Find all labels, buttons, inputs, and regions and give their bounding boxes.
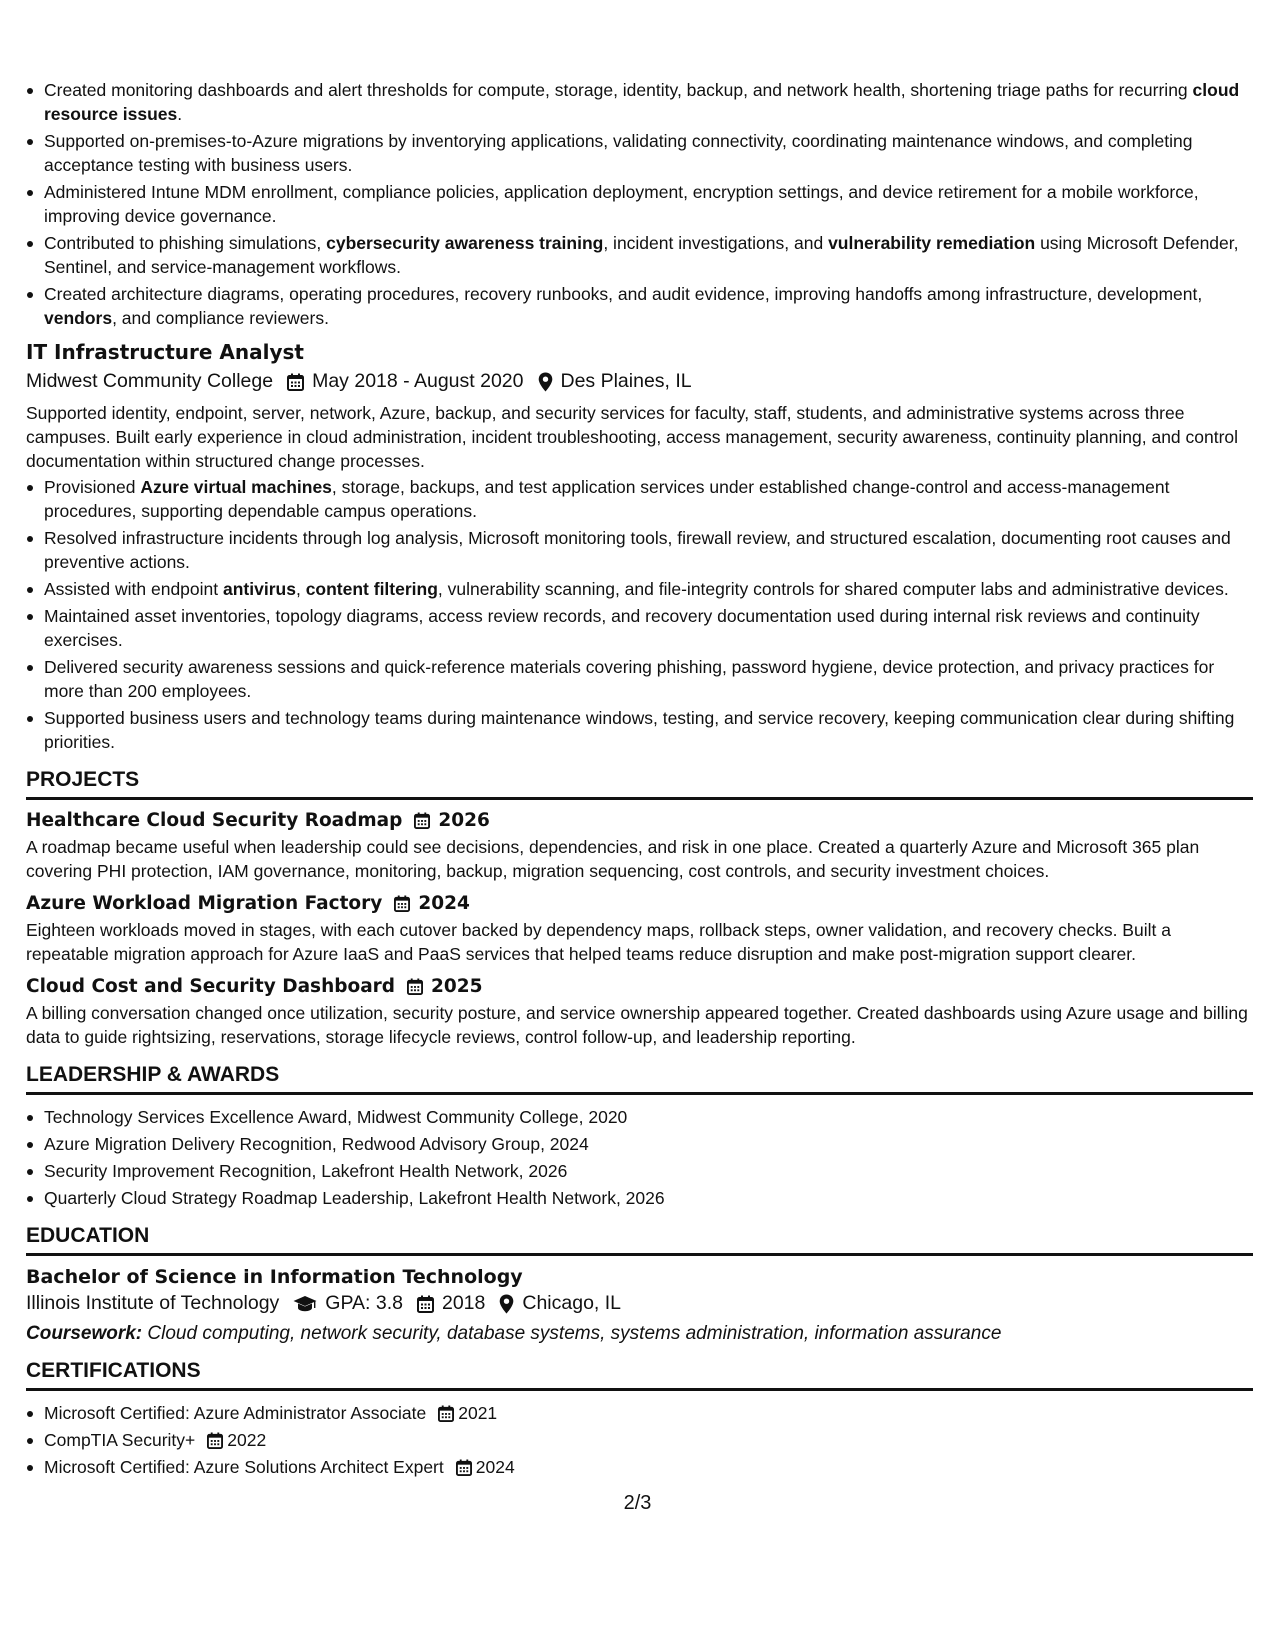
graduation-cap-icon — [293, 1295, 317, 1313]
awards-list — [26, 1105, 1253, 1210]
bullet-keyword: Azure virtual machines — [140, 477, 332, 497]
project-item — [26, 810, 1253, 883]
calendar-icon — [207, 1432, 223, 1449]
project-year: 2026 — [438, 810, 490, 831]
certification-year: 2022 — [227, 1430, 267, 1450]
bullet-keyword: antivirus — [223, 579, 296, 599]
bullet-text: , vulnerability scanning, and file-integrity controls for shared computer labs and administrative devices. — [437, 579, 1229, 599]
awards-section — [26, 1063, 1253, 1210]
role-entry — [26, 340, 1253, 754]
role-meta — [26, 370, 1253, 393]
certification-year: 2024 — [475, 1457, 515, 1477]
calendar-icon — [407, 978, 423, 995]
role-bullets — [26, 475, 1253, 754]
bullet-keyword: content filtering — [305, 579, 438, 599]
award-item: Azure Migration Delivery Recognition, Redwood Advisory Group, 2024 — [26, 1132, 1253, 1156]
bullet-item — [26, 526, 1253, 574]
bullet-keyword: cybersecurity awareness training — [326, 233, 604, 253]
project-year: 2024 — [418, 893, 470, 914]
education-meta — [26, 1292, 1253, 1315]
bullet-text: Provisioned — [44, 477, 141, 497]
bullet-text: Maintained asset inventories, topology diagrams, access review records, and recovery documentation used during internal risk reviews and continuity exercises. — [44, 606, 1200, 650]
bullet-text: , — [295, 579, 306, 599]
coursework-label: Coursework: — [26, 1323, 143, 1344]
bullet-text: Administered Intune MDM enrollment, compliance policies, application deployment, encryption settings, and device retirement for a mobile workforce, improving device governance. — [44, 182, 1199, 226]
role-dates: May 2018 - August 2020 — [312, 370, 524, 392]
bullet-item — [26, 180, 1253, 228]
calendar-icon — [394, 895, 410, 912]
degree-title: Bachelor of Science in Information Technology — [26, 1266, 523, 1288]
calendar-icon — [456, 1459, 472, 1476]
bullet-item — [26, 577, 1253, 601]
bullet-text: Supported on-premises-to-Azure migrations by inventorying applications, validating connectivity, coordinating maintenance windows, and completing acceptance testing with business users. — [44, 131, 1193, 175]
location-pin-icon — [499, 1294, 514, 1314]
project-description: A roadmap became useful when leadership could see decisions, dependencies, and risk in one place. Created a quarterly Azure and Microsoft 365 plan covering PHI protection, IAM governance, monitoring, backup, migration sequencing, cost controls, and security investment choices. — [26, 837, 1200, 881]
graduation-year: 2018 — [441, 1292, 486, 1314]
calendar-icon — [417, 1295, 434, 1313]
bullet-item — [26, 129, 1253, 177]
gpa: GPA: 3.8 — [325, 1292, 403, 1314]
certification-item — [26, 1428, 1253, 1452]
certification-name: CompTIA Security+ — [44, 1430, 196, 1450]
project-title-row — [26, 893, 1253, 914]
location-pin-icon — [538, 372, 553, 392]
certifications-list — [26, 1401, 1253, 1479]
bullet-text: , storage, backups, and test application services under established change-control and access-management procedures, supporting dependable campus operations. — [44, 477, 1170, 521]
coursework — [26, 1323, 1253, 1345]
award-item: Quarterly Cloud Strategy Roadmap Leadership, Lakefront Health Network, 2026 — [26, 1186, 1253, 1210]
bullet-text: , and compliance reviewers. — [112, 308, 329, 328]
certification-year: 2021 — [458, 1403, 498, 1423]
project-title: Cloud Cost and Security Dashboard — [26, 976, 396, 997]
certification-item — [26, 1401, 1253, 1425]
bullet-item — [26, 706, 1253, 754]
company-name: Midwest Community College — [26, 370, 274, 392]
award-item: Technology Services Excellence Award, Midwest Community College, 2020 — [26, 1105, 1253, 1129]
project-description: A billing conversation changed once utilization, security posture, and service ownership appeared together. Created dashboards using Azure usage and billing data to guide rightsizing, reservations, storage lifecycle reviews, control follow-up, and leadership reporting. — [26, 1003, 1248, 1047]
bullet-item — [26, 655, 1253, 703]
projects-list — [26, 810, 1253, 1049]
certification-name: Microsoft Certified: Azure Administrator Associate — [44, 1403, 427, 1423]
previous-role-bullets — [26, 78, 1253, 330]
project-title-row — [26, 810, 1253, 831]
bullet-keyword: vendors — [44, 308, 113, 328]
bullet-item — [26, 604, 1253, 652]
certifications-section — [26, 1359, 1253, 1479]
role-summary: Supported identity, endpoint, server, network, Azure, backup, and security services for faculty, staff, students, and administrative systems across three campuses. Built early experience in cloud administration, incident troubleshooting, access management, security awareness, continuity planning, and control documentation within structured change processes. — [26, 403, 1239, 471]
bullet-item — [26, 78, 1253, 126]
bullet-keyword: vulnerability remediation — [828, 233, 1036, 253]
bullet-text: . — [177, 104, 183, 124]
project-title: Azure Workload Migration Factory — [26, 893, 383, 914]
bullet-text: Created monitoring dashboards and alert thresholds for compute, storage, identity, backup, and network health, shortening triage paths for recurring — [44, 80, 1193, 100]
certification-name: Microsoft Certified: Azure Solutions Architect Expert — [44, 1457, 444, 1477]
bullet-text: Contributed to phishing simulations, — [44, 233, 327, 253]
calendar-icon — [414, 812, 430, 829]
bullet-text: Assisted with endpoint — [44, 579, 223, 599]
certification-row — [44, 1401, 1253, 1425]
certification-item — [26, 1455, 1253, 1479]
award-item: Security Improvement Recognition, Lakefront Health Network, 2026 — [26, 1159, 1253, 1183]
certification-row — [44, 1428, 1253, 1452]
bullet-text: Created architecture diagrams, operating procedures, recovery runbooks, and audit evidence, improving handoffs among infrastructure, development, — [44, 284, 1203, 304]
section-heading: PROJECTS — [26, 768, 1253, 800]
coursework-text: Cloud computing, network security, database systems, systems administration, information assurance — [142, 1323, 1002, 1344]
bullet-item — [26, 231, 1253, 279]
bullet-text: , incident investigations, and — [603, 233, 829, 253]
bullet-item — [26, 282, 1253, 330]
role-location: Des Plaines, IL — [560, 370, 692, 392]
section-heading: EDUCATION — [26, 1224, 1253, 1256]
school-name: Illinois Institute of Technology — [26, 1292, 280, 1314]
education-section — [26, 1224, 1253, 1345]
bullet-text: using Microsoft Defender, Sentinel, and service-management workflows. — [44, 233, 1239, 277]
bullet-text: Supported business users and technology teams during maintenance windows, testing, and service recovery, keeping communication clear during shifting priorities. — [44, 708, 1235, 752]
bullet-keyword: cloud resource issues — [44, 80, 1240, 124]
section-heading: CERTIFICATIONS — [26, 1359, 1253, 1391]
page-number: 2/3 — [623, 1492, 652, 1514]
project-title-row — [26, 976, 1253, 997]
section-heading: LEADERSHIP & AWARDS — [26, 1063, 1253, 1095]
calendar-icon — [287, 373, 304, 391]
project-year: 2025 — [431, 976, 483, 997]
project-item — [26, 893, 1253, 966]
certification-row — [44, 1455, 1253, 1479]
role-title: IT Infrastructure Analyst — [26, 340, 304, 364]
project-title: Healthcare Cloud Security Roadmap — [26, 810, 403, 831]
bullet-text: Resolved infrastructure incidents through log analysis, Microsoft monitoring tools, firewall review, and structured escalation, documenting root causes and preventive actions. — [44, 528, 1231, 572]
project-description: Eighteen workloads moved in stages, with each cutover backed by dependency maps, rollback steps, owner validation, and recovery checks. Built a repeatable migration approach for Azure IaaS and PaaS services that helped teams reduce disruption and make post-migration support clearer. — [26, 920, 1171, 964]
bullet-text: Delivered security awareness sessions and quick-reference materials covering phishing, password hygiene, device protection, and privacy practices for more than 200 employees. — [44, 657, 1215, 701]
projects-section — [26, 768, 1253, 1049]
calendar-icon — [438, 1405, 454, 1422]
school-location: Chicago, IL — [522, 1292, 622, 1314]
project-item — [26, 976, 1253, 1049]
bullet-item — [26, 475, 1253, 523]
